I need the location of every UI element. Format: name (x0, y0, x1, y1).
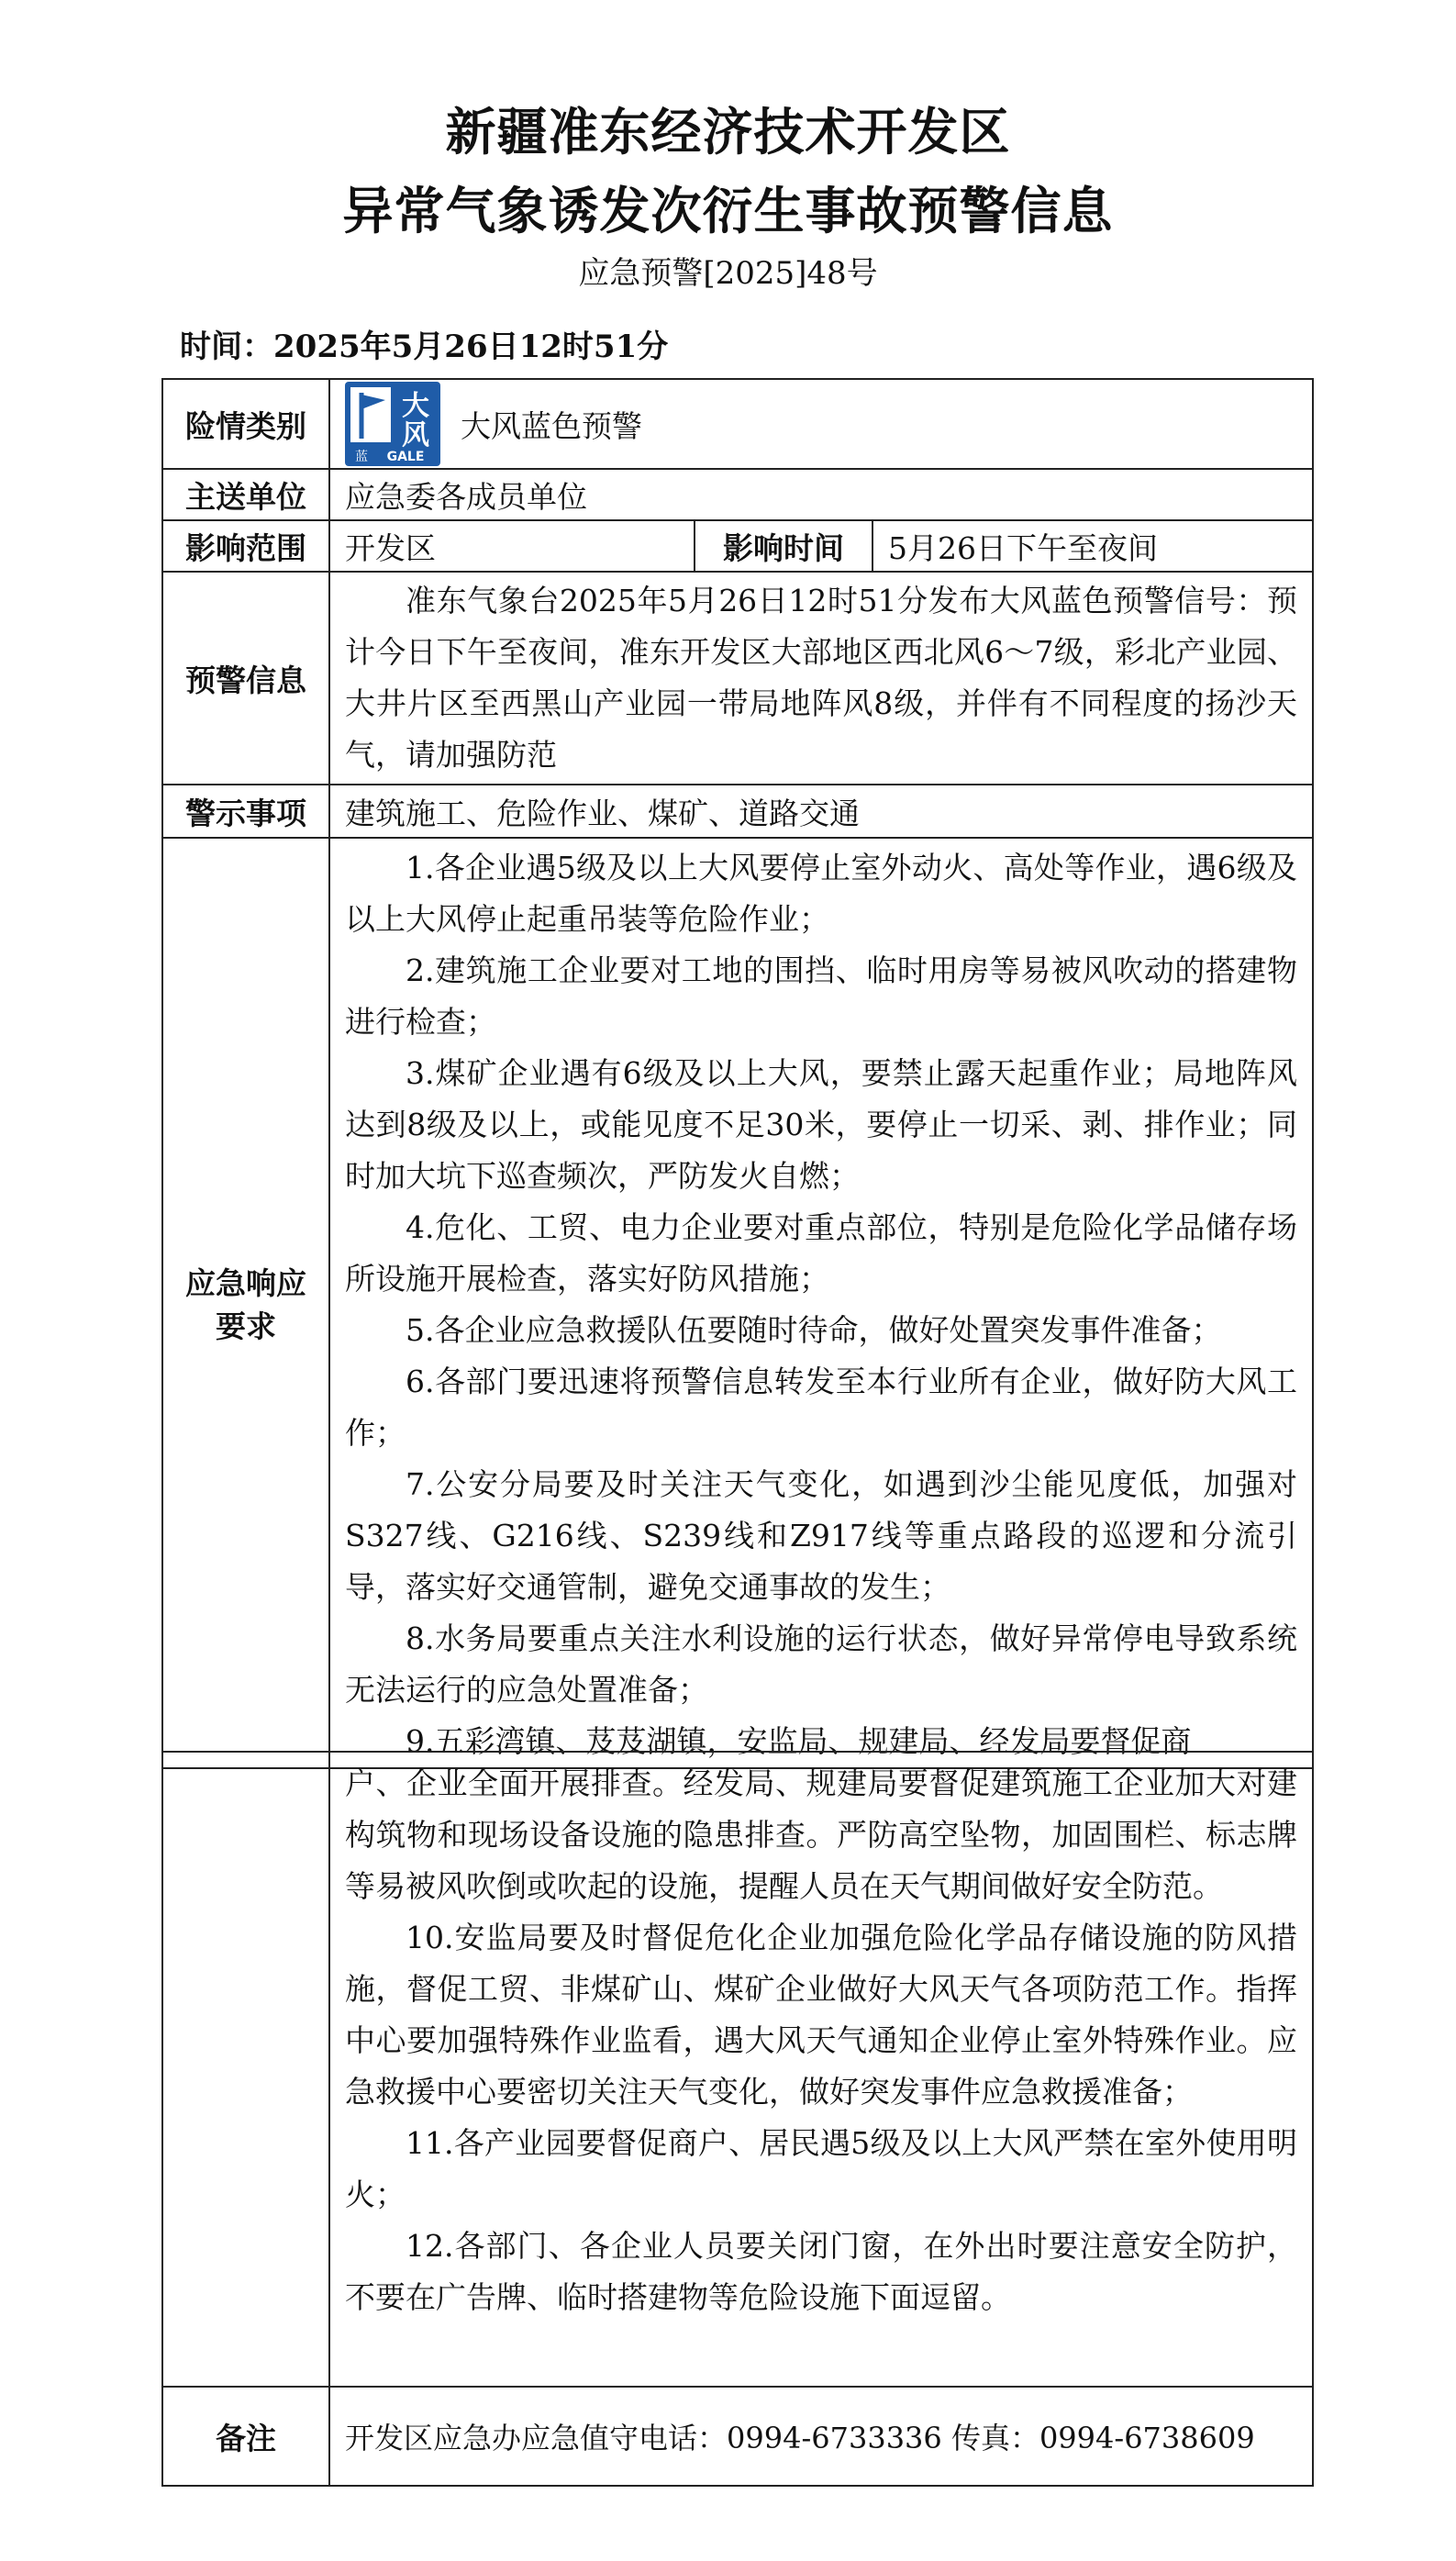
warning-table-continued (161, 1751, 1314, 2487)
row-remarks (162, 2387, 1313, 2486)
response-item: 9.五彩湾镇、芨芨湖镇，安监局、规建局、经发局要督促商 (406, 1723, 1192, 1759)
svg-text:风: 风 (402, 419, 429, 451)
response-item: 2.建筑施工企业要对工地的围挡、临时用房等易被风吹动的搭建物进行检查； (345, 952, 1298, 1040)
svg-text:蓝: 蓝 (355, 450, 368, 464)
document-number: 应急预警[2025]48号 (578, 255, 878, 292)
scope-value: 开发区 (329, 520, 695, 572)
response-label-line2: 要求 (216, 1308, 276, 1344)
alerts-value: 建筑施工、危险作业、煤矿、道路交通 (329, 785, 1313, 838)
svg-text:大: 大 (402, 390, 429, 422)
scope-label: 影响范围 (162, 520, 329, 572)
response-label-line1: 应急响应 (185, 1265, 306, 1301)
info-label: 预警信息 (162, 572, 329, 785)
empty-label-cell (162, 1752, 329, 2387)
impact-time-value: 5月26日下午至夜间 (872, 520, 1313, 572)
response-continuation: 户、企业全面开展排查。经发局、规建局要督促建筑施工企业加大对建构筑物和现场设备设施的隐患排查。严防高空坠物，加固围栏、标志牌等易被风吹倒或吹起的设施，提醒人员在天气期间做好安全防范。 (345, 1765, 1297, 1904)
info-text: 准东气象台2025年5月26日12时51分发布大风蓝色预警信号：预计今日下午至夜间，准东开发区大部地区西北风6～7级，彩北产业园、大井片区至西黑山产业园一带局地阵风8级，并伴有不同程度的扬沙天气，请加强防范 (345, 583, 1298, 773)
row-info (162, 572, 1313, 785)
response-label (162, 838, 329, 1768)
response-item: 5.各企业应急救援队伍要随时待命，做好处置突发事件准备； (406, 1312, 1222, 1348)
issue-time: 时间：2025年5月26日12时51分 (180, 328, 669, 365)
response-item: 10.安监局要及时督促危化企业加强危险化学品存储设施的防风措施，督促工贸、非煤矿山、煤矿企业做好大风天气各项防范工作。指挥中心要加强特殊作业监看，遇大风天气通知企业停止室外特殊作业。应急救援中心要密切关注天气变化，做好突发事件应急救援准备； (345, 1920, 1297, 2110)
gale-blue-warning-icon (345, 382, 440, 466)
category-label: 险情类别 (162, 379, 329, 469)
response-cell (329, 838, 1313, 1768)
recipients-label: 主送单位 (162, 469, 329, 520)
response-item: 11.各产业园要督促商户、居民遇5级及以上大风严禁在室外使用明火； (345, 2125, 1297, 2212)
alerts-label: 警示事项 (162, 785, 329, 838)
response-item: 7.公安分局要及时关注天气变化，如遇到沙尘能见度低，加强对S327线、G216线、S239线和Z917线等重点路段的巡逻和分流引导，落实好交通管制，避免交通事故的发生； (345, 1466, 1298, 1605)
row-recipients (162, 469, 1313, 520)
response-item: 4.危化、工贸、电力企业要对重点部位，特别是危险化学品储存场所设施开展检查，落实好防风措施； (345, 1209, 1298, 1297)
response-item: 1.各企业遇5级及以上大风要停止室外动火、高处等作业，遇6级及以上大风停止起重吊装等危险作业； (345, 850, 1298, 937)
info-cell (329, 572, 1313, 785)
category-cell (329, 379, 1313, 469)
response-item: 8.水务局要重点关注水利设施的运行状态，做好异常停电导致系统无法运行的应急处置准备； (345, 1620, 1298, 1708)
response-item: 3.煤矿企业遇有6级及以上大风，要禁止露天起重作业；局地阵风达到8级及以上，或能见度不足30米，要停止一切采、剥、排作业；同时加大坑下巡查频次，严防发火自燃； (345, 1055, 1298, 1194)
response-continued-cell (329, 1752, 1313, 2387)
recipients-value: 应急委各成员单位 (329, 469, 1313, 520)
document-title-line2: 异常气象诱发次衍生事故预警信息 (342, 182, 1114, 240)
remarks-label: 备注 (162, 2387, 329, 2486)
impact-time-label: 影响时间 (695, 520, 872, 572)
category-value: 大风蓝色预警 (461, 407, 642, 444)
response-item: 12.各部门、各企业人员要关闭门窗，在外出时要注意安全防护，不要在广告牌、临时搭建物等危险设施下面逗留。 (345, 2228, 1297, 2315)
remarks-value: 开发区应急办应急值守电话：0994-6733336 传真：0994-6738609 (329, 2387, 1313, 2486)
warning-table (161, 378, 1314, 1769)
row-scope (162, 520, 1313, 572)
response-item: 6.各部门要迅速将预警信息转发至本行业所有企业，做好防大风工作； (345, 1364, 1298, 1451)
row-response-continued (162, 1752, 1313, 2387)
row-alerts (162, 785, 1313, 838)
svg-text:GALE: GALE (386, 450, 425, 464)
document-title-line1: 新疆准东经济技术开发区 (445, 103, 1011, 161)
row-category (162, 379, 1313, 469)
row-response (162, 838, 1313, 1768)
